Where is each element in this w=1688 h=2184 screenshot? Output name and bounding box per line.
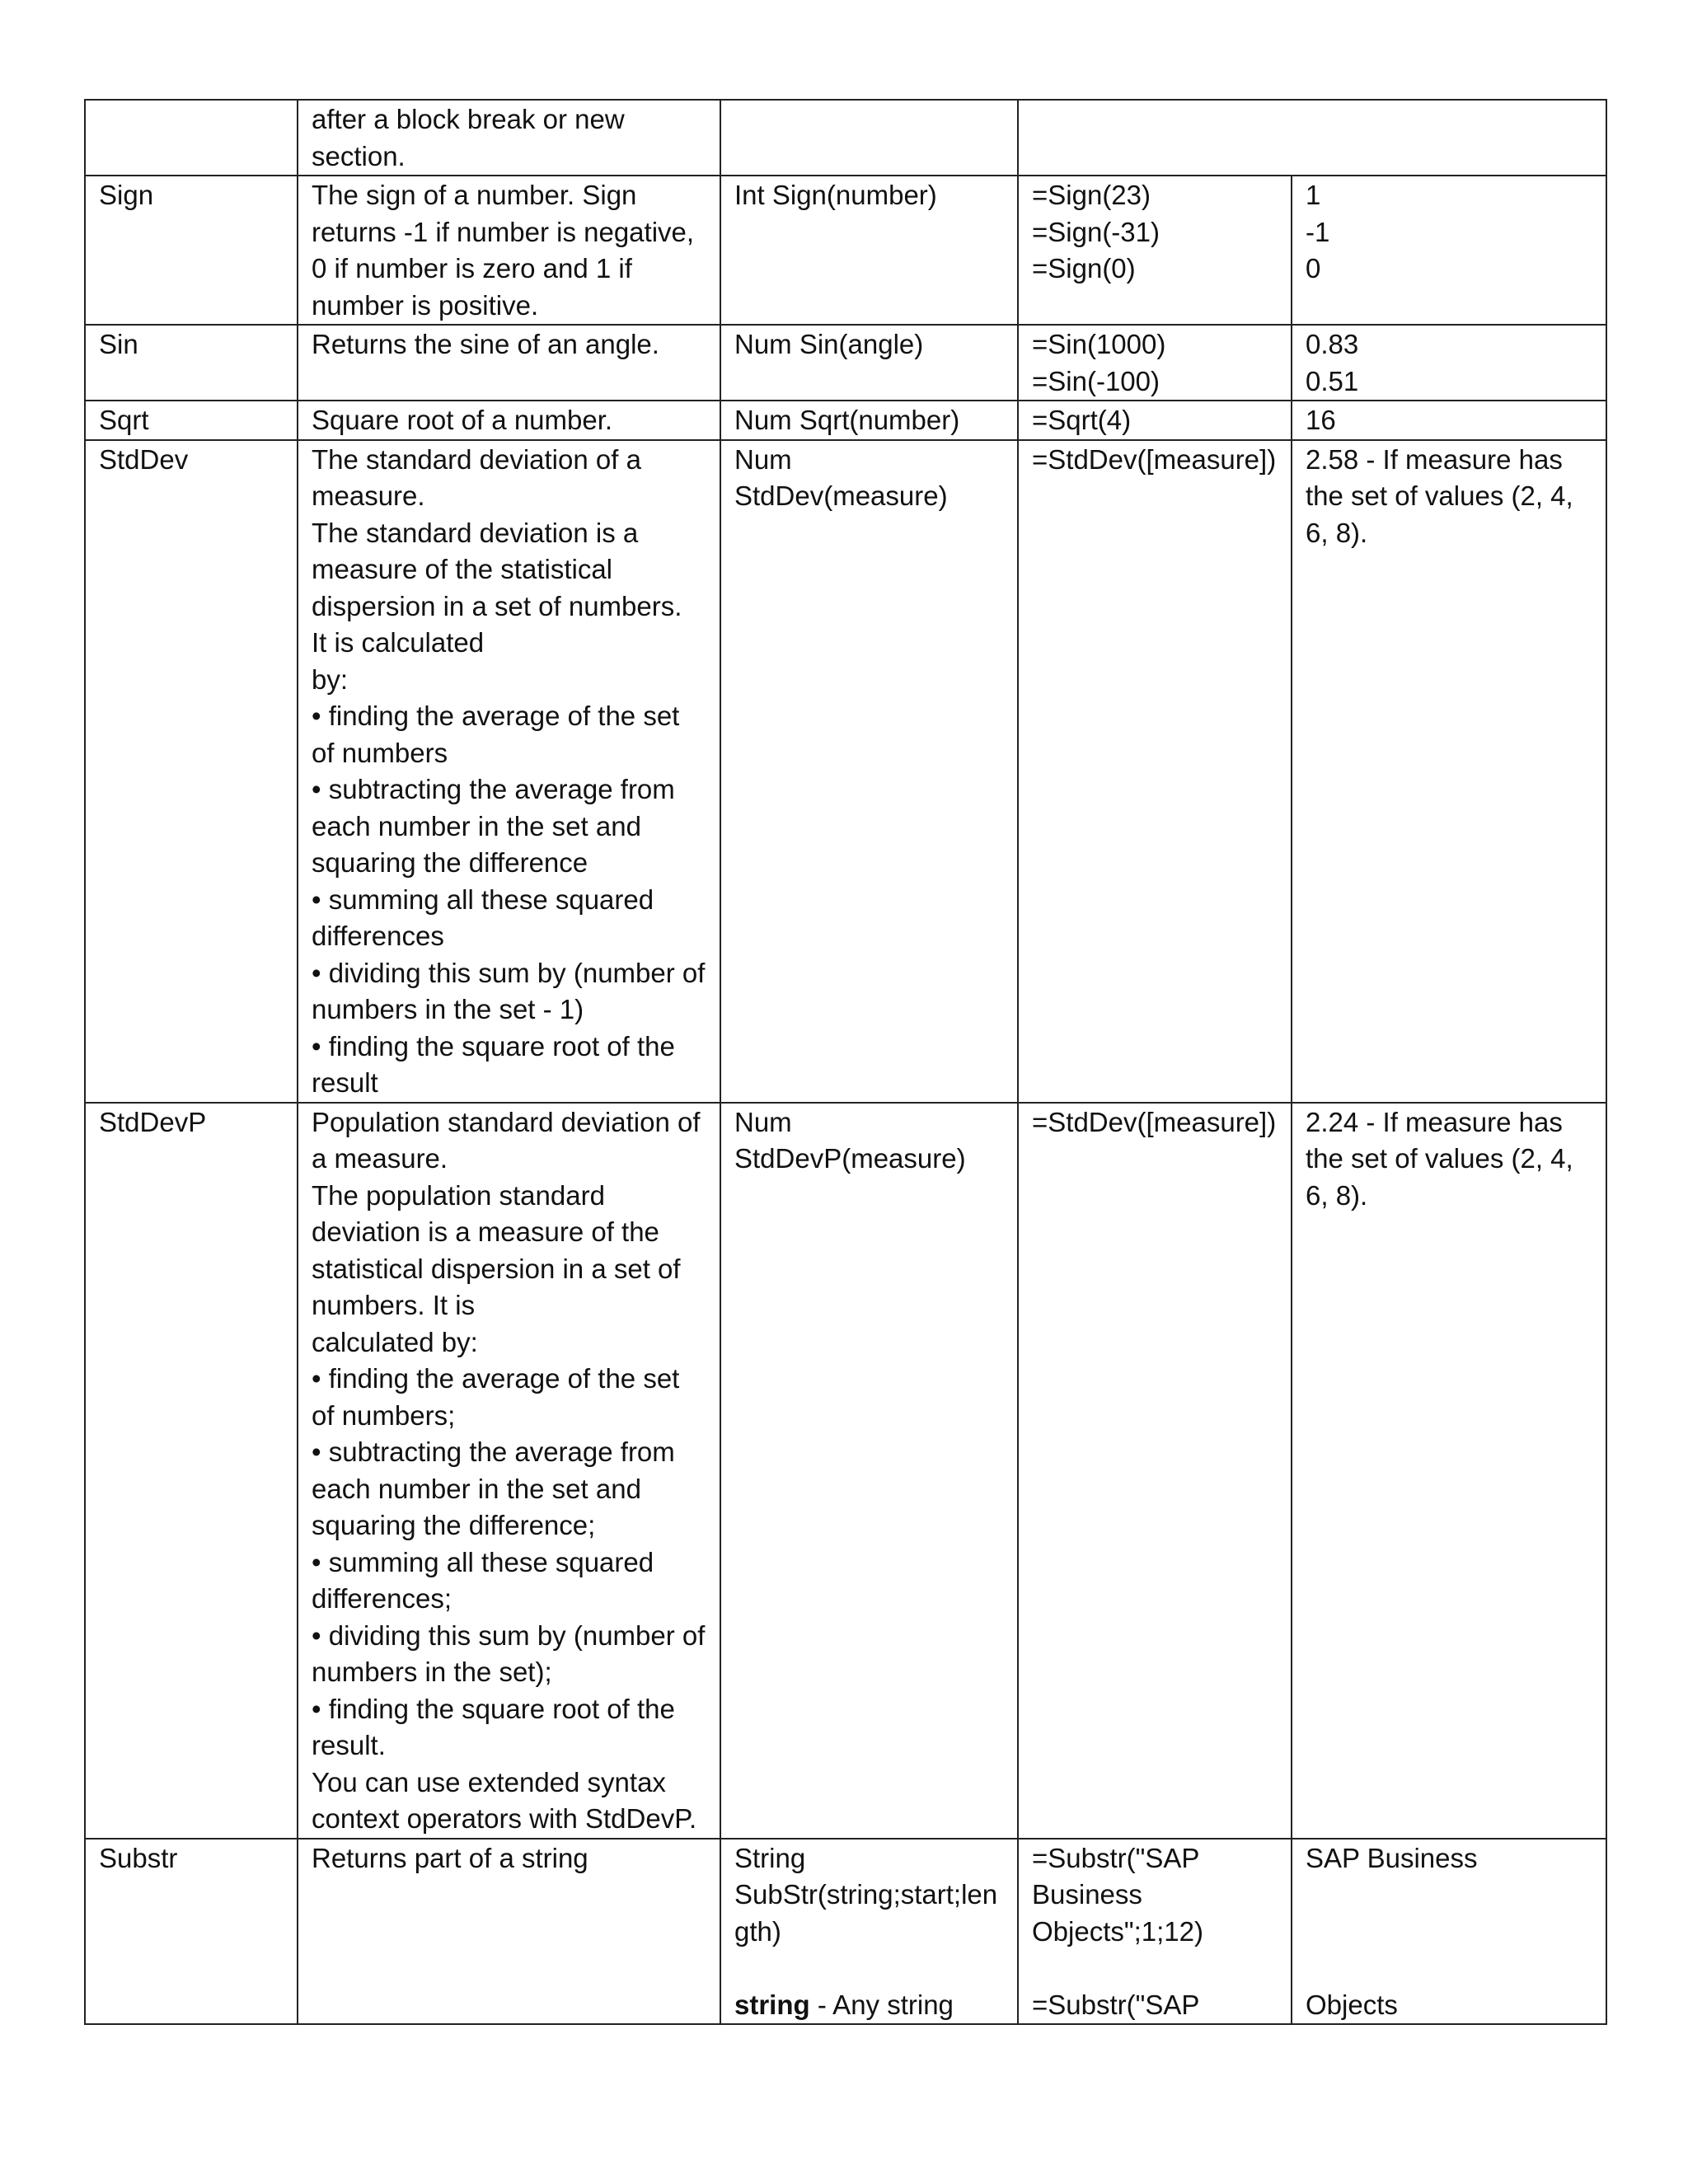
cell-syntax	[720, 100, 1018, 176]
cell-function-name: Substr	[85, 1839, 298, 2025]
example-line: =StdDev([measure])	[1032, 443, 1277, 475]
cell-function-name	[85, 100, 298, 176]
example-line: =Sin(-100)	[1032, 365, 1160, 396]
description-line: by:	[312, 663, 349, 695]
description-bullet: • dividing this sum by (number of numbers in the set - 1)	[312, 957, 713, 1024]
result-line: 0.51	[1306, 365, 1359, 396]
example-line: =Sqrt(4)	[1032, 405, 1132, 435]
syntax-parameter	[734, 1987, 1004, 2024]
syntax-line: Num Sin(angle)	[734, 329, 924, 359]
table-row	[85, 401, 1606, 440]
description-line: You can use extended syntax context operators with StdDevP.	[312, 1766, 697, 1834]
cell-description	[298, 1839, 720, 2025]
example-line: =Sign(23)	[1032, 180, 1151, 210]
cell-function-name: Sqrt	[85, 401, 298, 440]
result-line: 1	[1306, 180, 1321, 210]
spacer	[1306, 1914, 1592, 1951]
cell-function-name: Sign	[85, 176, 298, 325]
table-row	[85, 100, 1606, 176]
description-bullet: • summing all these squared differences	[312, 883, 662, 951]
cell-syntax	[720, 1103, 1018, 1839]
description-bullet: • finding the square root of the result	[312, 1030, 683, 1098]
cell-description	[298, 176, 720, 325]
description-line: It is calculated	[312, 627, 485, 658]
parameter-term: string	[734, 1989, 810, 2020]
spacer	[1306, 1950, 1592, 1987]
description-line: The standard deviation of a measure.	[312, 443, 649, 511]
cell-example	[1018, 1103, 1292, 1839]
description-line: after a block break or new section.	[312, 104, 632, 171]
cell-function-name: StdDevP	[85, 1103, 298, 1839]
description-line: calculated by:	[312, 1326, 478, 1357]
description-bullet: • subtracting the average from each number in the set and squaring the difference;	[312, 1436, 682, 1540]
description-bullet: • finding the square root of the result.	[312, 1693, 683, 1760]
cell-description	[298, 325, 720, 401]
example-line: =StdDev([measure])	[1032, 1106, 1277, 1137]
syntax-line: Num StdDevP(measure)	[734, 1106, 966, 1174]
example-line: =Sin(1000)	[1032, 329, 1166, 359]
spacer	[734, 1950, 1004, 1987]
example-line: =Sign(0)	[1032, 253, 1136, 284]
cell-description	[298, 401, 720, 440]
cell-example	[1018, 401, 1292, 440]
result-line: 0	[1306, 253, 1321, 284]
cell-result	[1292, 325, 1606, 401]
example-line: =Sign(-31)	[1032, 216, 1160, 247]
cell-description	[298, 440, 720, 1103]
cell-syntax	[720, 325, 1018, 401]
cell-syntax	[720, 1839, 1018, 2025]
description-bullet: • summing all these squared differences;	[312, 1546, 662, 1614]
cell-function-name: Sin	[85, 325, 298, 401]
result-line: 0.83	[1306, 329, 1359, 359]
description-line: Returns the sine of an angle.	[312, 329, 659, 359]
cell-syntax	[720, 401, 1018, 440]
description-bullet: • finding the average of the set of numbers	[312, 701, 687, 768]
spacer	[1032, 1950, 1278, 1987]
cell-syntax	[720, 440, 1018, 1103]
cell-result	[1292, 176, 1606, 325]
cell-description	[298, 1103, 720, 1839]
spacer	[1306, 1877, 1592, 1914]
table-row	[85, 440, 1606, 1103]
example-line: =Substr("SAP	[1032, 1989, 1200, 2020]
description-line: Square root of a number.	[312, 405, 613, 435]
result-line: 16	[1306, 405, 1336, 435]
table-row	[85, 1103, 1606, 1839]
table-row	[85, 325, 1606, 401]
result-line: SAP Business	[1306, 1842, 1478, 1873]
description-bullet: • dividing this sum by (number of numbers in the set);	[312, 1619, 713, 1687]
description-line: Returns part of a string	[312, 1842, 588, 1873]
cell-example	[1018, 325, 1292, 401]
description-line: The population standard deviation is a measure of the statistical dispersion in a set of numbers. It is	[312, 1179, 688, 1320]
syntax-line: Int Sign(number)	[734, 180, 937, 210]
description-line: Population standard deviation of a measure.	[312, 1106, 708, 1174]
syntax-line: String SubStr(string;start;length)	[734, 1842, 998, 1947]
description-line: The standard deviation is a measure of the statistical dispersion in a set of numbers.	[312, 517, 682, 621]
syntax-line: Num StdDev(measure)	[734, 443, 948, 511]
example-line: =Substr("SAP Business Objects";1;12)	[1032, 1842, 1207, 1947]
cell-function-name: StdDev	[85, 440, 298, 1103]
description-bullet: • subtracting the average from each number in the set and squaring the difference	[312, 774, 682, 878]
cell-syntax	[720, 176, 1018, 325]
cell-example-result-merged	[1018, 100, 1606, 176]
result-line: 2.24 - If measure has the set of values (2, 4, 6, 8).	[1306, 1106, 1581, 1211]
table-row	[85, 1839, 1606, 2025]
parameter-text: - Any string	[809, 1989, 954, 2020]
description-line: The sign of a number. Sign returns -1 if number is negative, 0 if number is zero and 1 if number is positive.	[312, 180, 702, 321]
cell-example	[1018, 1839, 1292, 2025]
syntax-line: Num Sqrt(number)	[734, 405, 960, 435]
cell-description	[298, 100, 720, 176]
cell-result	[1292, 1839, 1606, 2025]
result-line: Objects	[1306, 1989, 1398, 2020]
description-bullet: • finding the average of the set of numbers;	[312, 1363, 687, 1431]
cell-example	[1018, 440, 1292, 1103]
table-row	[85, 176, 1606, 325]
function-reference-table	[84, 99, 1607, 2025]
cell-example	[1018, 176, 1292, 325]
cell-result	[1292, 401, 1606, 440]
cell-result	[1292, 1103, 1606, 1839]
result-line: -1	[1306, 216, 1330, 247]
result-line: 2.58 - If measure has the set of values (2, 4, 6, 8).	[1306, 443, 1581, 548]
cell-result	[1292, 440, 1606, 1103]
